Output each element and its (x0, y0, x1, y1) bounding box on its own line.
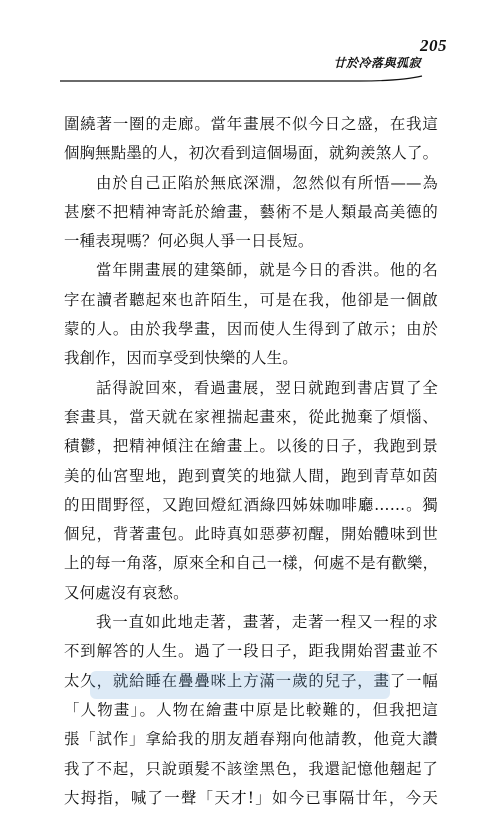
text-line: 我創作，因而享受到快樂的人生。 (64, 349, 298, 368)
text-line: 上的每一角落，原來全和自己一樣，何處不是有歡樂， (64, 554, 438, 573)
text-line: 個胸無點墨的人，初次看到這個場面，就夠羨煞人了。 (64, 144, 438, 163)
text-line: 大拇指，喊了一聲「天才!」如今已事隔廿年，今天 (64, 788, 438, 807)
text-line: 不到解答的人生。過了一段日子，距我開始習畫並不 (64, 642, 438, 661)
text-line: 的田間野徑，又跑回燈紅酒綠四姊妹咖啡廳……。獨 (64, 495, 438, 514)
text-line: 張「試作」拿給我的朋友趙春翔向他請教，他竟大讚 (64, 730, 438, 749)
text-line: 個兒，背著畫包。此時真如惡夢初醒，開始體味到世 (64, 525, 438, 544)
text-line: 話得說回來，看過畫展，翌日就跑到書店買了全 (96, 378, 438, 397)
text-line: 甚麼不把精神寄託於繪畫，藝術不是人類最高美德的 (64, 202, 438, 221)
running-title: 廿於冷落與孤寂 (333, 56, 421, 70)
header-rule (60, 74, 455, 88)
text-line: 圍繞著一圈的走廊。當年畫展不似今日之盛，在我這 (64, 115, 438, 133)
text-line: 我了不起，只說頭髮不該塗黑色，我還記憶他翹起了 (64, 759, 438, 778)
text-line: 一種表現嗎？何必與人爭一日長短。 (64, 232, 314, 251)
text-line: 字在讀者聽起來也許陌生，可是在我，他卻是一個啟 (64, 290, 438, 309)
text-line: 當年開畫展的建築師，就是今日的香洪。他的名 (96, 261, 438, 280)
text-line: 套畫具，當天就在家裡揣起畫來，從此拋棄了煩惱、 (64, 407, 438, 426)
text-line: 由於自己正陷於無底深淵，忽然似有所悟——為 (96, 173, 438, 192)
text-line: 又何處沒有哀愁。 (64, 583, 189, 602)
text-line: 我一直如此地走著，畫著，走著一程又一程的求 (96, 613, 438, 632)
text-line: 積鬱，把精神傾注在繪畫上。以後的日子，我跑到景 (64, 437, 438, 456)
page-number: 205 (420, 36, 447, 55)
text-line: 蒙的人。由於我學畫，因而使人生得到了啟示；由於 (64, 320, 438, 339)
text-line: 太久，就給睡在疊疊咪上方滿一歲的兒子，畫了一幅 (64, 671, 438, 690)
page-header (60, 30, 455, 80)
text-line: 美的仙宮聖地，跑到賣笑的地獄人間，跑到青草如茵 (64, 466, 438, 485)
body-text (64, 110, 438, 813)
text-line: 「人物畫」。人物在繪畫中原是比較難的，但我把這 (64, 700, 438, 719)
